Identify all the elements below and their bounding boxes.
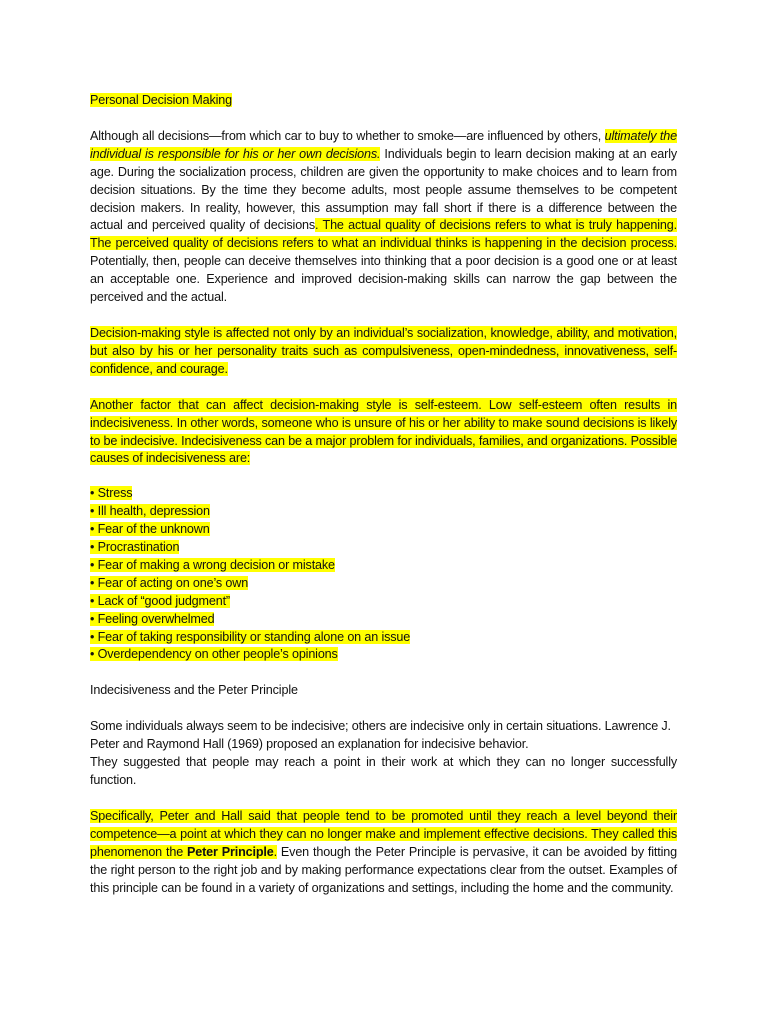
list-item: • Procrastination — [90, 540, 180, 555]
paragraph-decision-style: Decision-making style is affected not only by an individual’s socialization, knowledge, ability, and motivation, but also by his or her personality traits such as compulsiveness, open-mindedness, innovativeness, self-confidence, and courage. — [90, 325, 677, 376]
paragraph-self-esteem: Another factor that can affect decision-making style is self-esteem. Low self-esteem often results in indecisiveness. In other words, someone who is unsure of his or her ability to make sound decisions is likely to be indecisive. Indecisiveness can be a major problem for individuals, families, and organizations. Possible causes of indecisiveness are: — [90, 397, 677, 466]
indecisiveness-causes-list — [90, 485, 677, 664]
list-item: • Feeling overwhelmed — [90, 611, 215, 626]
document-page — [90, 92, 677, 897]
highlight-actual-perceived-quality: . The actual quality of decisions refers to what is truly happening. The perceived quality of decisions refers to what an individual thinks is happening in the decision process. — [90, 218, 677, 251]
list-item: • Ill health, depression — [90, 504, 210, 519]
list-item: • Fear of acting on one’s own — [90, 575, 249, 590]
list-item: • Lack of “good judgment” — [90, 593, 230, 608]
spacer — [90, 379, 677, 397]
paragraph-no-longer-function: They suggested that people may reach a point in their work at which they can no longer successfully function. — [90, 755, 677, 787]
highlight-individual-responsible: ultimately the individual is responsible for his or her own decisions. — [90, 128, 677, 161]
paragraph-peter-principle: Specifically, Peter and Hall said that people tend to be promoted until they reach a level beyond their competence—a point at which they can no longer make and implement effective decisions. They called this phenomenon the Peter Principle. Even though the Peter Principle is pervasive, it can be avoided by fitting the right person to the right job and by making performance expectations clear from the outset. Examples of this principle can be found in a variety of organizations and settings, including the home and the community. — [90, 808, 677, 895]
list-item: • Fear of taking responsibility or standing alone on an issue — [90, 629, 411, 644]
list-item: • Overdependency on other people’s opinions — [90, 647, 338, 662]
paragraph-decisions-intro: Although all decisions—from which car to buy to whether to smoke—are influenced by others, ultimately the individual is responsible for his or her own decisions. Individuals begin to learn decision making at an early age. During the socialization process, children are given the opportunity to make choices and to learn from decision situations. By the time they become adults, most people assume themselves to be competent decision makers. In reality, however, this assumption may fall short if there is a difference between the actual and perceived quality of decisions. The actual quality of decisions refers to what is truly happening. The perceived quality of decisions refers to what an individual thinks is happening in the decision process. Potentially, then, people can deceive themselves into thinking that a poor decision is a good one or at least an acceptable one. Experience and improved decision-making skills can narrow the gap between the perceived and the actual. — [90, 128, 677, 305]
spacer — [90, 790, 677, 808]
list-item: • Fear of making a wrong decision or mistake — [90, 557, 335, 572]
list-item: • Stress — [90, 486, 133, 501]
spacer — [90, 110, 677, 128]
list-item: • Fear of the unknown — [90, 522, 210, 537]
spacer — [90, 307, 677, 325]
heading-peter-principle: Indecisiveness and the Peter Principle — [90, 683, 298, 698]
spacer — [90, 468, 677, 485]
heading-personal-decision-making: Personal Decision Making — [90, 93, 232, 107]
spacer — [90, 700, 677, 718]
spacer — [90, 664, 677, 682]
paragraph-indecisive-behavior: Some individuals always seem to be indecisive; others are indecisive only in certain situations. Lawrence J. Peter and Raymond Hall (1969) proposed an explanation for indecisive behavior. — [90, 719, 671, 752]
term-peter-principle: Peter Principle — [187, 844, 274, 859]
